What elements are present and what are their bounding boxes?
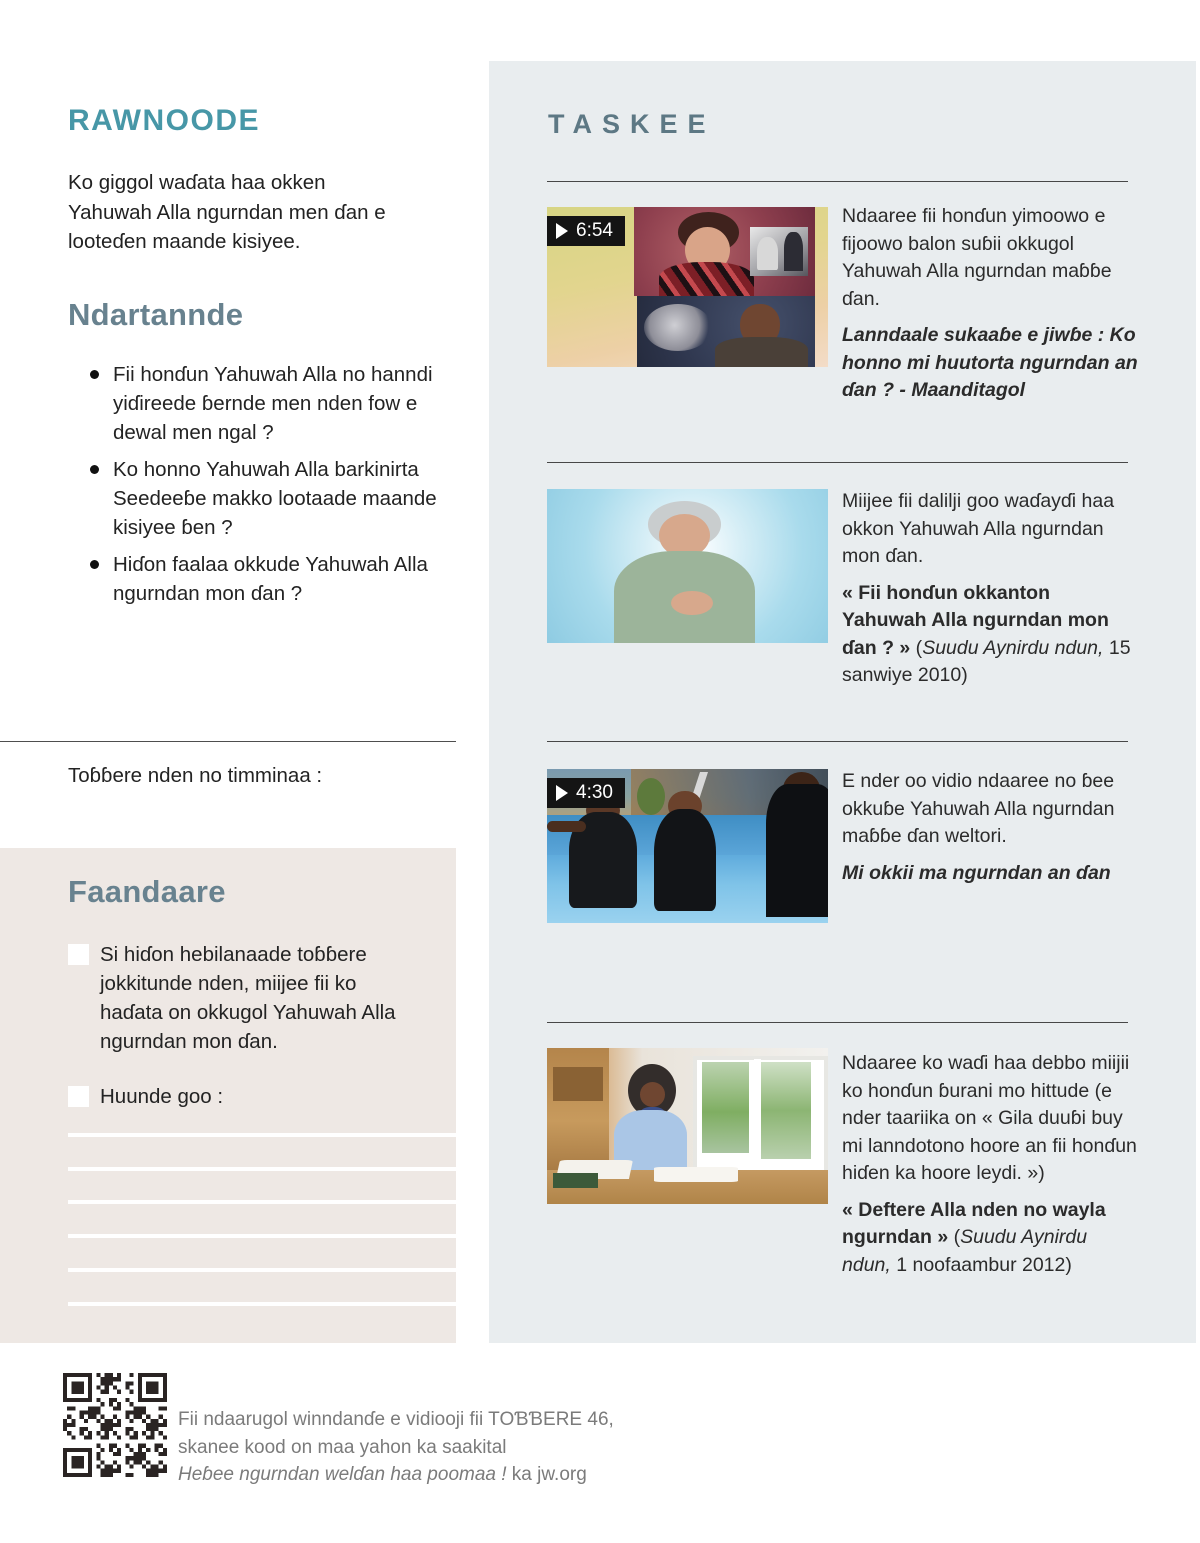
answer-line [68, 1234, 456, 1238]
decor [702, 1062, 750, 1152]
section-body: Ndaaree ko waɗi haa debbo miijii ko honɗun ɓurani mo hittude (e nder taariika on « Gila duuɓi buy mi lanndotono hoore an fii honɗun hiɗen ka hoore leydi. ») [842, 1052, 1137, 1184]
decor [553, 1173, 598, 1189]
checkbox[interactable] [68, 944, 89, 965]
review-question: Hiɗon faalaa okkude Yahuwah Alla ngurndan mon ɗan ? [68, 550, 438, 608]
section-divider [0, 741, 456, 742]
qr-caption-line2: skanee kood on maa yahon ka saakital [178, 1436, 507, 1458]
decor [754, 1059, 761, 1162]
answer-line [68, 1268, 456, 1272]
section-text [842, 488, 1139, 699]
decor [644, 304, 712, 351]
decor [547, 821, 586, 832]
decor [766, 784, 828, 916]
goal-box [0, 848, 456, 1343]
duration-label: 4:30 [576, 782, 613, 803]
review-question: Fii honɗun Yahuwah Alla no hanndi yiɗireede ɓernde men nden fow e dewal men ngal ? [68, 360, 438, 447]
play-icon [556, 785, 568, 801]
video-title: Lanndaale sukaaɓe e jiwɓe : Ko honno mi huutorta ngurndan an ɗan ? - Maanditagol [842, 324, 1138, 401]
decor [659, 262, 753, 298]
decor [640, 1082, 665, 1107]
section-body: Miijee fii dalilji goo waɗayɗi haa okkon Yahuwah Alla ngurndan mon ɗan. [842, 490, 1115, 567]
checkbox[interactable] [68, 1086, 89, 1107]
qr-caption-book-title: Heɓee ngurndan welɗan haa poomaa ! [178, 1464, 507, 1485]
bullet-icon [90, 370, 99, 379]
section-text [842, 203, 1139, 414]
article-citation: « Deftere Alla nden no wayla ngurndan » (Suudu Aynirdu ndun, 1 noofaambur 2012) [842, 1198, 1106, 1276]
item-divider [547, 181, 1128, 182]
intro-paragraph: Ko giggol waɗata haa okken Yahuwah Alla ngurndan men ɗan e looteɗen maande kisiyee. [68, 171, 386, 253]
answer-line [68, 1200, 456, 1204]
video-thumbnail-baptism[interactable] [547, 769, 828, 923]
decor [654, 1167, 738, 1183]
item-divider [547, 462, 1128, 463]
section-text [842, 768, 1139, 896]
section-text [842, 1050, 1139, 1288]
decor [654, 809, 716, 911]
answer-line [68, 1133, 456, 1137]
video-title: Mi okkii ma ngurndan an ɗan [842, 861, 1111, 884]
section-title-ndartannde: Ndartannde [68, 297, 244, 332]
photo-woman-interview [634, 207, 815, 296]
duration-badge [547, 778, 625, 808]
qr-code [63, 1373, 167, 1477]
decor [784, 232, 804, 272]
duration-badge [547, 216, 625, 246]
photo-man-interview [637, 296, 815, 367]
lesson-complete-label: Toɓɓere nden no timminaa : [68, 764, 323, 787]
decor [757, 237, 778, 270]
item-divider [547, 1022, 1128, 1023]
qr-caption [178, 1406, 648, 1489]
panel-title-taskee: TASKEE [548, 109, 716, 139]
play-icon [556, 223, 568, 239]
taskee-panel [489, 61, 1196, 1343]
inset-wedding-photo [750, 227, 808, 277]
answer-line [68, 1302, 456, 1306]
review-question-list [68, 360, 438, 616]
bullet-icon [90, 560, 99, 569]
article-citation: « Fii honɗun okkanton Yahuwah Alla ngurndan mon ɗan ? » (Suudu Aynirdu ndun, 15 sanwiye 2010) [842, 581, 1131, 686]
review-question: Ko honno Yahuwah Alla barkinirta Seedeeɓe makko lootaade maande kisiyee ɓen ? [68, 455, 438, 542]
decor [761, 1062, 812, 1159]
goal-box-title: Faandaare [68, 874, 226, 909]
decor [715, 337, 808, 367]
answer-line [68, 1167, 456, 1171]
qr-caption-line1: Fii ndaarugol winndanɗe e vidiooji fii TOƁƁERE 46, [178, 1409, 614, 1430]
item-divider [547, 741, 1128, 742]
decor [637, 778, 665, 815]
goal-item: Si hiɗon hebilanaade toɓɓere jokkitunde nden, miijee fii ko haɗata on okkugol Yahuwah Alla ngurndan mon ɗan. [100, 943, 396, 1053]
illustration-woman-studying [547, 1048, 828, 1204]
section-body: Ndaaree fii honɗun yimoowo e fijoowo balon suɓii okkugol Yahuwah Alla ngurndan maɓɓe ɗan. [842, 205, 1112, 310]
bullet-icon [90, 465, 99, 474]
duration-label: 6:54 [576, 220, 613, 241]
section-body: E nder oo vidio ndaaree no ɓee okkuɓe Yahuwah Alla ngurndan maɓɓe ɗan weltori. [842, 770, 1115, 847]
section-title-rawnoode: RAWNOODE [68, 104, 260, 137]
decor [671, 591, 713, 616]
video-thumbnail-interviews[interactable] [547, 207, 828, 367]
goal-item: Huunde goo : [100, 1085, 224, 1108]
qr-caption-jworg[interactable]: ka jw.org [506, 1464, 587, 1485]
illustration-praying-man [547, 489, 828, 643]
decor [553, 1067, 604, 1101]
